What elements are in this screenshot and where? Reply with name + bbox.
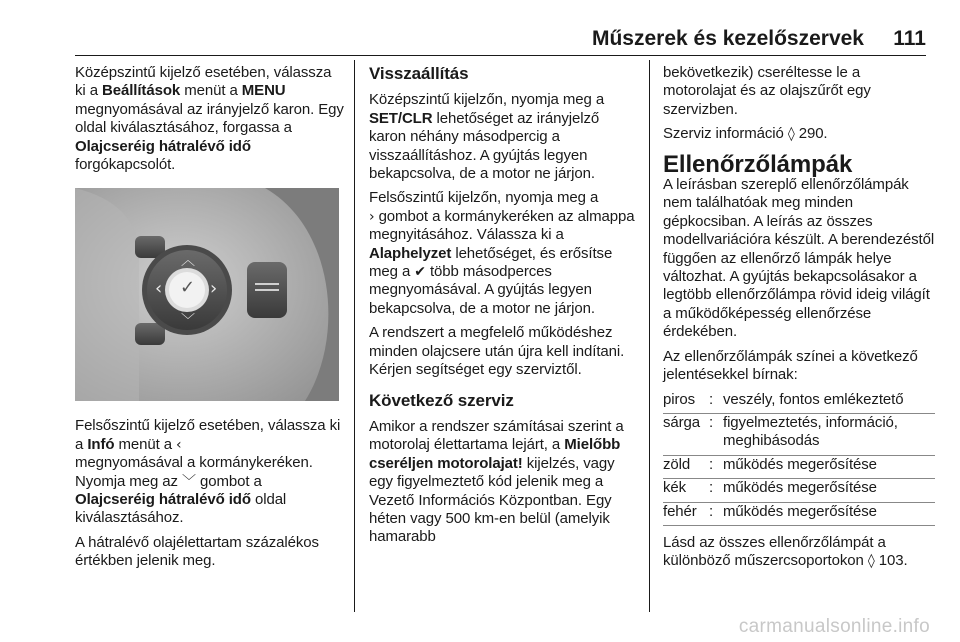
color-meaning-table — [663, 391, 935, 526]
steering-wheel-illustration — [75, 188, 339, 401]
checkmark-icon: ✔ — [414, 264, 426, 281]
chevron-left-icon: ‹ — [176, 436, 182, 453]
paragraph: A rendszert a megfelelő működéshez minden olajcsere után újra kell indítani. Kérjen segítséget egy szerviztől. — [369, 324, 625, 379]
chevron-right-icon: › — [369, 208, 375, 225]
paragraph: Felsőszintű kijelző esetében, válassza ki a Infó menüt a ‹ megnyomásával a kormánykeréken. Nyomja meg az ﹀ gombot a Olajcseréig hátralévő idő oldal kiválasztásához. — [75, 417, 341, 527]
column-divider — [354, 60, 355, 612]
table-row: sárga : figyelmeztetés, információ, meghibásodás — [663, 413, 935, 455]
chevron-up-icon: ︿ — [181, 253, 195, 270]
section-heading: Következő szerviz — [369, 390, 514, 410]
chevron-left-icon: ‹ — [155, 278, 163, 300]
paragraph: Amikor a rendszer számításai szerint a motorolaj élettartama lejárt, a Mielőbb cseréljen motorolajat! kijelzés, vagy egy figyelmeztető kód jelenik meg a Vezető Információs Központban. Egy héten vagy 500 km-en belül (amelyik hamarabb — [369, 417, 624, 546]
page-title: Műszerek és kezelőszervek — [591, 27, 864, 50]
column-middle — [369, 64, 639, 553]
paragraph: Az ellenőrzőlámpák színei a következő jelentésekkel bírnak: — [663, 347, 918, 384]
paragraph: bekövetkezik) cseréltesse le a motorolajat és az olajszűrőt egy szervizben. — [663, 64, 871, 118]
paragraph: Középszintű kijelző esetében, válassza ki a Beállítások menüt a MENU megnyomásával az irányjelző karon. Egy oldal kiválasztásához, forgassa a Olajcseréig hátralévő idő forgókapcsolót. — [75, 64, 344, 174]
paragraph: Középszintű kijelzőn, nyomja meg a SET/CLR lehetőséget az irányjelző karon néhány másodpercig a visszaállításhoz. A gyújtás legyen bekapcsolva, de a motor ne járjon. — [369, 91, 605, 183]
column-left — [75, 64, 345, 577]
chevron-down-icon: ﹀ — [181, 473, 196, 490]
page-header — [75, 26, 926, 56]
page-number: 111 — [893, 27, 926, 50]
paragraph: A hátralévő olajélettartam százalékos értékben jelenik meg. — [75, 533, 319, 570]
table-row: piros : veszély, fontos emlékeztető — [663, 391, 935, 414]
column-divider — [649, 60, 650, 612]
paragraph: Lásd az összes ellenőrzőlámpát a különböző műszercsoportokon ◊ 103. — [663, 533, 908, 570]
paragraph: Szerviz információ ◊ 290. — [663, 125, 828, 143]
section-heading: Ellenőrzőlámpák — [663, 150, 853, 178]
page-reference-icon: ◊ — [787, 126, 795, 143]
table-row: kék : működés megerősítése — [663, 479, 935, 502]
chevron-down-icon: ﹀ — [181, 313, 195, 330]
page-reference-icon: ◊ — [867, 553, 875, 570]
table-row: fehér : működés megerősítése — [663, 502, 935, 525]
chevron-right-icon: › — [210, 278, 218, 300]
paragraph: A leírásban szereplő ellenőrzőlámpák nem találhatóak meg minden gépkocsiban. A leírás az összes modellvariációra készült. A berendezéstől függően az ellenőrző lámpák helye változhat. A gyújtás bekapcsolásakor a legtöbb ellenőrzőlámpa rövid ideig világít a működőképesség ellenőrzése érdekében. — [663, 176, 935, 341]
checkmark-icon: ✓ — [180, 277, 195, 299]
steering-wheel-buttons-figure — [75, 188, 339, 401]
column-right — [663, 64, 935, 577]
paragraph: Felsőszintű kijelzőn, nyomja meg a › gombot a kormánykeréken az almappa megnyitásához. Válassza ki a Alaphelyzet lehetőséget, és erősítse meg a ✔ több másodperces megnyomásával. A gyújtás legyen bekapcsolva, de a motor ne járjon. — [369, 189, 635, 317]
section-heading: Visszaállítás — [369, 64, 469, 83]
table-row: zöld : működés megerősítése — [663, 455, 935, 478]
watermark: carmanualsonline.info — [738, 616, 930, 637]
